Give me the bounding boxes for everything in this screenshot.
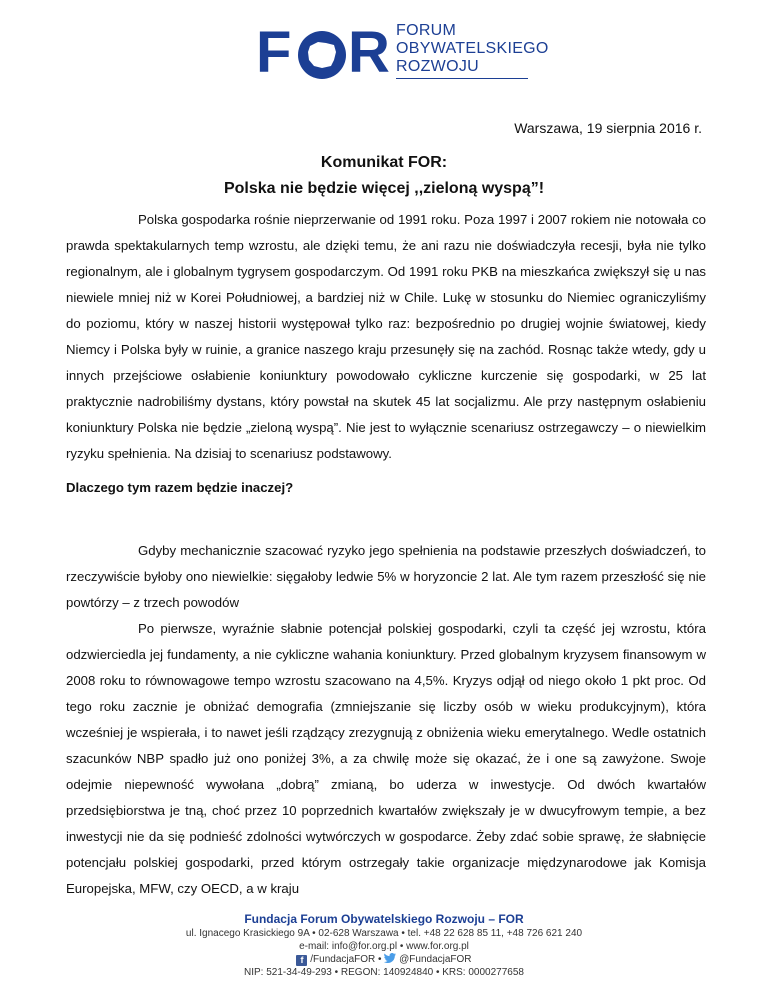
footer-contact: e-mail: info@for.org.pl • www.for.org.pl [299,941,469,952]
for-logo [256,20,549,85]
logo-mark: F R [256,20,388,85]
footer [0,912,768,979]
document-title: Komunikat FOR: [320,154,448,171]
facebook-icon: f [296,955,307,966]
paragraph-2: Gdyby mechanicznie szacować ryzyko jego spełnienia na podstawie przeszłych doświadczeń, to rzeczywiście byłoby ono niewielkie: sięgałoby ledwie 5% w horyzoncie 2 lat. Ale tym razem przeszłość się nie powtórzy – z trzech powodów [66,543,706,610]
logo-line-3: ROZWOJU [396,58,479,75]
section-heading: Dlaczego tym razem będzie inaczej? [66,480,294,495]
footer-org: Fundacja Forum Obywatelskiego Rozwoju – FOR [244,912,524,926]
paragraph-3: Po pierwsze, wyraźnie słabnie potencjał polskiej gospodarki, czyli ta część jej wzrostu, która odzwierciedla jej fundamenty, a nie cykliczne wahania koniunktury. Przed globalnym kryzysem finansowym w 2008 roku to równowagowe tempo wzrostu szacowano na 4,5%. Kryzys odjął od niego około 1 pkt proc. Od tego roku zacznie je obniżać demografia (zmniejszanie się liczby osób w wieku produkcyjnym), która wcześniej je wspierała, i to nawet jeśli rządzący zrezygnują z obniżenia wieku emerytalnego. Wedle ostatnich szacunków NBP spadło już ono poniżej 3%, a za chwilę może się okazać, że i one są zawyżone. Swoje odejmie niepewność wywołana „dobrą” zmianą, bo uderza w inwestycje. Od dwóch kwartałów przedsiębiorstwa je tną, choć przez 10 poprzednich kwartałów zwiększały je w dwucyfrowym tempie, a bez inwestycji nie da się podnieść zdolności wytwórczych w gospodarce. Żeby zdać sobie sprawę, że słabnięcie potencjału polskiej gospodarki, przed którym ostrzegały takie organizacje międzynarodowe jak Komisja Europejska, MFW, czy OECD, a w kraju [66,621,706,896]
logo-underline [396,78,528,79]
poland-map-o-icon [296,30,348,80]
logo-line-1: FORUM [396,22,457,39]
document-date: Warszawa, 19 sierpnia 2016 r. [514,120,702,136]
paragraph-1: Polska gospodarka rośnie nieprzerwanie od 1991 roku. Poza 1997 i 2007 rokiem nie notowała co prawda spektakularnych temp wzrostu, ale dzięki temu, że ani razu nie doświadczyła recesji, była nie tylko regionalnym, ale i globalnym tygrysem gospodarczym. Od 1991 roku PKB na mieszkańca zwiększył się u nas niewiele mniej niż w Korei Południowej, a bardziej niż w Chile. Lukę w stosunku do Niemiec ograniczyliśmy do poziomu, który w naszej historii występował tylko raz: bezpośrednio po drugiej wojnie światowej, kiedy Niemcy i Polska były w ruinie, a granice naszego kraju przesunęły się na zachód. Rosnąc także wtedy, gdy u innych przejściowe osłabienie koniunktury powodowało cykliczne kurczenie się gospodarki, w 25 lat praktycznie nadrobiliśmy dystans, który powstał na skutek 45 lat socjalizmu. Ale przy następnym osłabieniu koniunktury Polska nie będzie „zieloną wyspą”. Nie jest to wyłącznie scenariusz ostrzegawczy – o niewielkim ryzyku spełnienia. Na dzisiaj to scenariusz podstawowy. [66,212,706,461]
footer-registry: NIP: 521-34-49-293 • REGON: 140924840 • KRS: 0000277658 [244,967,524,978]
footer-facebook: /FundacjaFOR • [310,954,382,965]
footer-address: ul. Ignacego Krasickiego 9A • 02-628 Warszawa • tel. +48 22 628 85 11, +48 726 621 240 [185,928,583,939]
logo-line-2: OBYWATELSKIEGO [396,40,549,57]
footer-twitter: @FundacjaFOR [399,954,472,965]
footer-social [0,953,768,966]
document-subtitle: Polska nie będzie więcej ,,zieloną wyspą”! [223,180,545,197]
logo-wordmark [396,22,549,76]
twitter-icon [384,953,396,963]
